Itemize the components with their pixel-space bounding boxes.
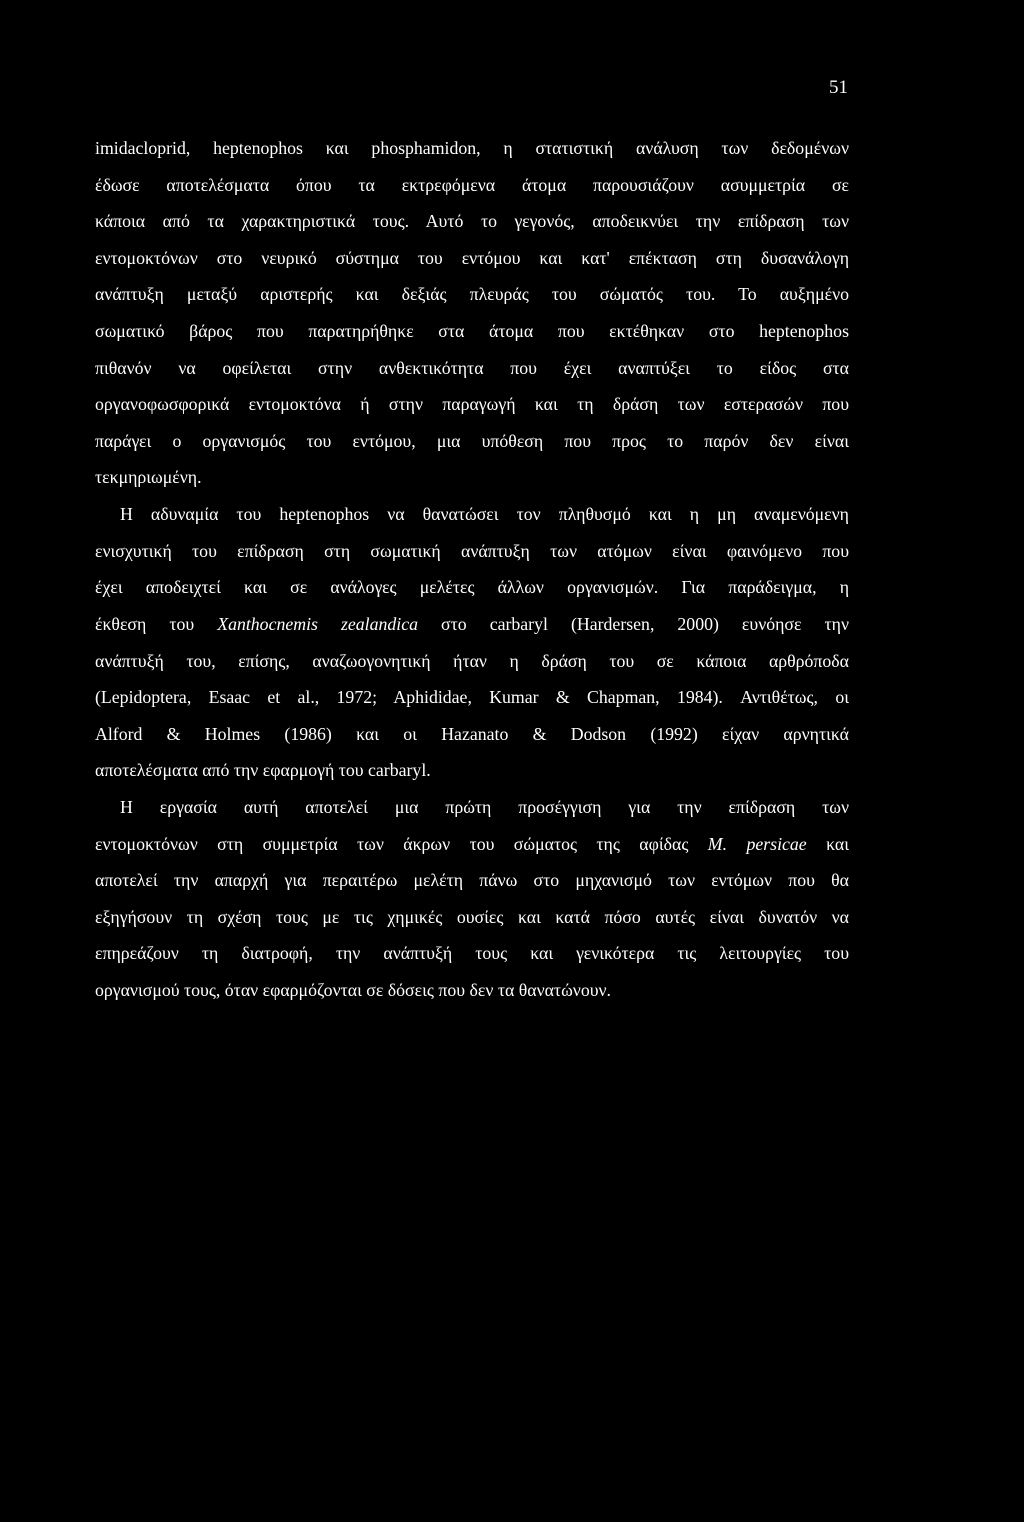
species-name: Xanthocnemis zealandica bbox=[217, 613, 419, 634]
text-line: Η αδυναμία του heptenophos να θανατώσει τον πληθυσμό και η μη αναμενόμενη bbox=[120, 504, 849, 525]
text-line: (Lepidoptera, Esaac et al., 1972; Aphididae, Kumar & Chapman, 1984). Αντιθέτως, οι bbox=[95, 687, 849, 708]
page-number: 51 bbox=[829, 77, 848, 98]
species-name: M. persicae bbox=[707, 833, 807, 854]
text-line: παράγει ο οργανισμός του εντόμου, μια υπόθεση που προς το παρόν δεν είναι bbox=[95, 430, 849, 451]
text-line: ανάπτυξή του, επίσης, αναζωογονητική ήταν η δράση του σε κάποια αρθρόποδα bbox=[95, 650, 849, 671]
text-line: imidacloprid, heptenophos και phosphamidon, η στατιστική ανάλυση των δεδομένων bbox=[95, 138, 849, 158]
text-line: Alford & Holmes (1986) και οι Hazanato & Dodson (1992) είχαν αρνητικά bbox=[95, 723, 849, 744]
text-line: σωματικό βάρος που παρατηρήθηκε στα άτομα που εκτέθηκαν στο heptenophos bbox=[95, 321, 849, 342]
text-line: αποτελεί την απαρχή για περαιτέρω μελέτη πάνω στο μηχανισμό των εντόμων που θα bbox=[95, 870, 849, 891]
text-line: εξηγήσουν τη σχέση τους με τις χημικές ουσίες και κατά πόσο αυτές είναι δυνατόν να bbox=[95, 906, 849, 927]
text-line: ανάπτυξη μεταξύ αριστερής και δεξιάς πλευράς του σώματός του. Το αυξημένο bbox=[95, 284, 849, 305]
text-line: Η εργασία αυτή αποτελεί μια πρώτη προσέγγιση για την επίδραση των bbox=[120, 796, 849, 817]
text-line: έκθεση του Xanthocnemis zealandica στο carbaryl (Hardersen, 2000) ευνόησε την bbox=[95, 613, 849, 634]
text-line: εντομοκτόνων στο νευρικό σύστημα του εντόμου και κατ' επέκταση στη δυσανάλογη bbox=[95, 247, 849, 268]
text-line: πιθανόν να οφείλεται στην ανθεκτικότητα που έχει αναπτύξει το είδος στα bbox=[95, 357, 849, 378]
text-line: αποτελέσματα από την εφαρμογή του carbaryl. bbox=[95, 760, 431, 781]
text-line: ενισχυτική του επίδραση στη σωματική ανάπτυξη των ατόμων είναι φαινόμενο που bbox=[95, 540, 849, 561]
text-line: τεκμηριωμένη. bbox=[95, 467, 202, 488]
body-text bbox=[95, 134, 849, 1013]
text-line: κάποια από τα χαρακτηριστικά τους. Αυτό το γεγονός, αποδεικνύει την επίδραση των bbox=[95, 211, 849, 232]
text-line: οργανισμού τους, όταν εφαρμόζονται σε δόσεις που δεν τα θανατώνουν. bbox=[95, 980, 611, 1001]
text-line: εντομοκτόνων στη συμμετρία των άκρων του σώματος της αφίδας M. persicae και bbox=[95, 833, 849, 854]
text-line: επηρεάζουν τη διατροφή, την ανάπτυξή τους και γενικότερα τις λειτουργίες του bbox=[95, 943, 849, 964]
text-line: οργανοφωσφορικά εντομοκτόνα ή στην παραγωγή και τη δράση των εστερασών που bbox=[95, 394, 849, 415]
text-line: έδωσε αποτελέσματα όπου τα εκτρεφόμενα άτομα παρουσιάζουν ασυμμετρία σε bbox=[95, 174, 849, 195]
text-line: έχει αποδειχτεί και σε ανάλογες μελέτες άλλων οργανισμών. Για παράδειγμα, η bbox=[95, 577, 849, 598]
